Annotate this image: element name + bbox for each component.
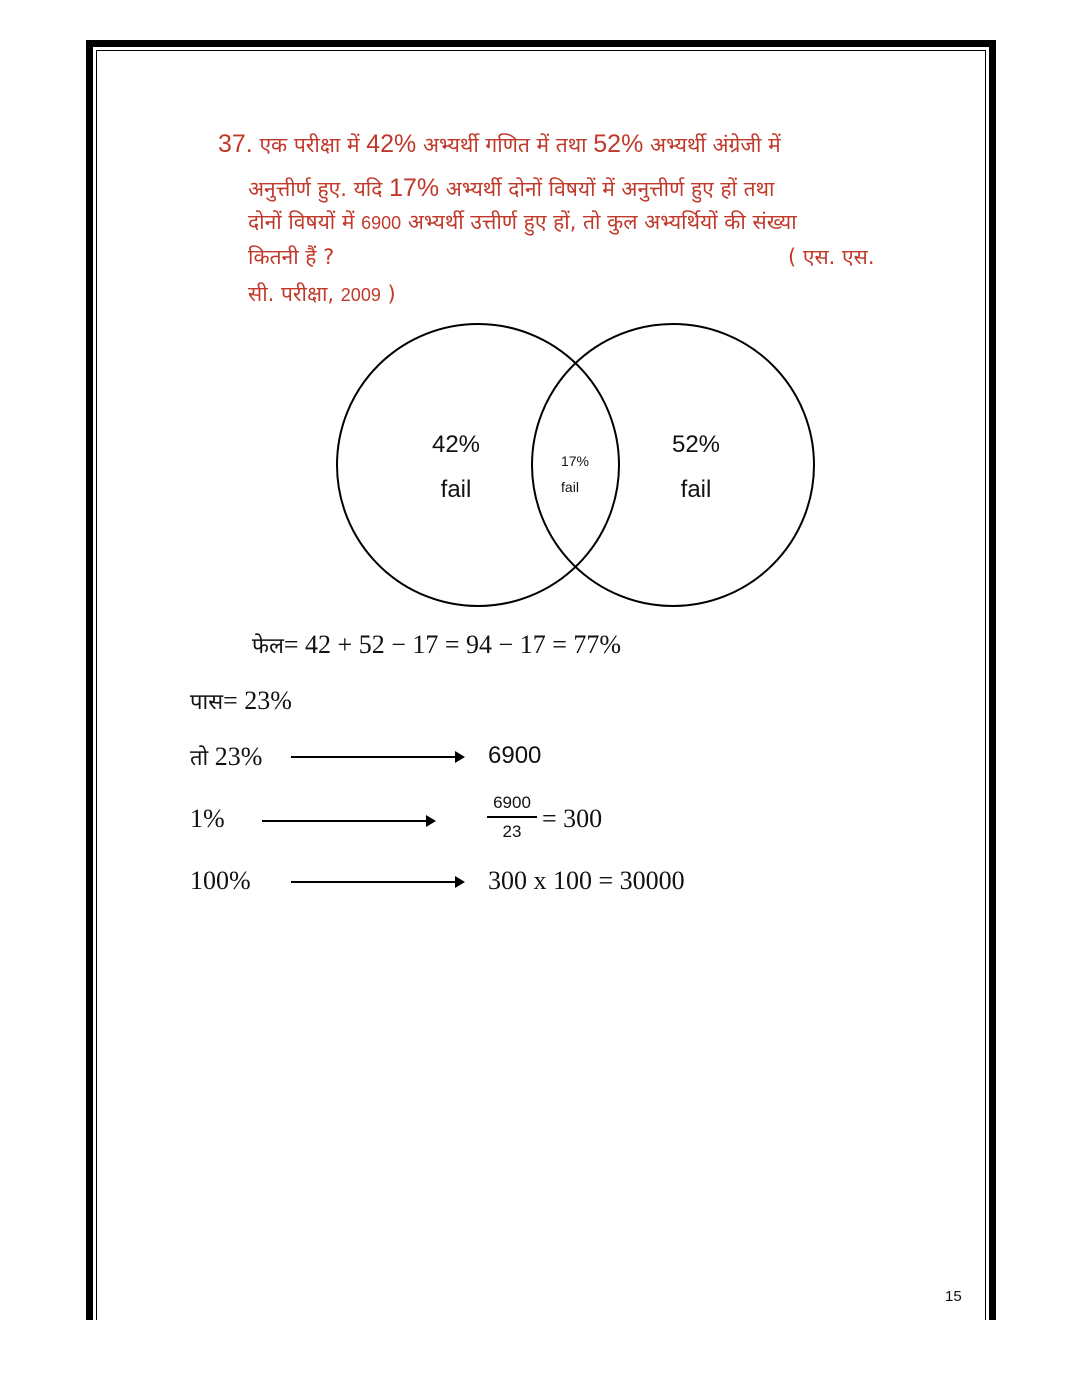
question-text-1c: अभ्यर्थी अंग्रेजी में	[643, 133, 781, 157]
question-text-5b: )	[380, 282, 396, 306]
question-text-4b: ( एस. एस.	[788, 245, 875, 269]
fail-equation	[252, 630, 621, 660]
question-text-2b: अभ्यर्थी दोनों विषयों में अनुत्तीर्ण हुए हों तथा	[439, 177, 775, 201]
question-text-1b: अभ्यर्थी गणित में तथा	[416, 133, 594, 157]
row-100-result: 300 x 100 = 30000	[488, 866, 685, 895]
row-23-label-deva: तो	[190, 746, 209, 771]
venn-right-label: fail	[680, 476, 712, 503]
question-pass-count: 6900	[361, 213, 402, 233]
question-text-4a: कितनी हैं ?	[248, 245, 335, 269]
row-1-result: = 300	[542, 804, 603, 833]
question-block	[0, 0, 1080, 320]
question-pct-maths: 42%	[366, 130, 417, 158]
page-number: 15	[945, 1288, 962, 1305]
question-line-2	[248, 174, 774, 203]
venn-left-pct: 42%	[431, 431, 481, 458]
question-line-3	[248, 208, 797, 236]
venn-middle-label: fail	[561, 479, 579, 495]
fraction-denominator: 23	[502, 821, 522, 841]
venn-right-pct: 52%	[671, 431, 721, 458]
fraction-6900-over-23	[487, 793, 537, 842]
row-100-label: 100%	[190, 866, 251, 895]
question-source-start	[788, 243, 875, 271]
question-pct-both: 17%	[389, 174, 440, 202]
row-23-label-pct: 23%	[208, 742, 263, 771]
question-text-3b: अभ्यर्थी उत्तीर्ण हुए हों, तो कुल अभ्यर्थियों की संख्या	[401, 210, 797, 234]
question-pct-english: 52%	[593, 130, 644, 158]
arrow-23-to-6900	[291, 756, 463, 758]
pass-expression: = 23%	[223, 686, 292, 715]
question-line-4	[248, 243, 334, 271]
question-year: 2009	[340, 285, 381, 305]
venn-diagram	[320, 320, 840, 620]
fail-expression: = 42 + 52 − 17 = 94 − 17 = 77%	[283, 630, 622, 659]
question-line-5	[248, 280, 396, 308]
row-23-result: 6900	[488, 742, 542, 769]
question-number: 37.	[218, 130, 253, 158]
question-line-1	[218, 130, 781, 159]
pass-label: पास	[190, 690, 224, 715]
question-text-1a: एक परीक्षा में	[252, 133, 367, 157]
pass-equation	[190, 686, 292, 716]
row-1-label: 1%	[190, 804, 225, 833]
question-text-3a: दोनों विषयों में	[248, 210, 362, 234]
fraction-numerator: 6900	[493, 793, 531, 812]
fail-label: फेल	[252, 634, 284, 659]
question-text-2a: अनुत्तीर्ण हुए. यदि	[248, 177, 390, 201]
venn-left-label: fail	[440, 476, 472, 503]
fraction-bar	[487, 816, 537, 818]
row-23-label	[190, 742, 262, 772]
venn-middle-pct: 17%	[560, 453, 590, 469]
arrow-100-to-30000	[291, 881, 463, 883]
arrow-1-to-300	[262, 820, 434, 822]
question-text-5a: सी. परीक्षा,	[248, 282, 341, 306]
